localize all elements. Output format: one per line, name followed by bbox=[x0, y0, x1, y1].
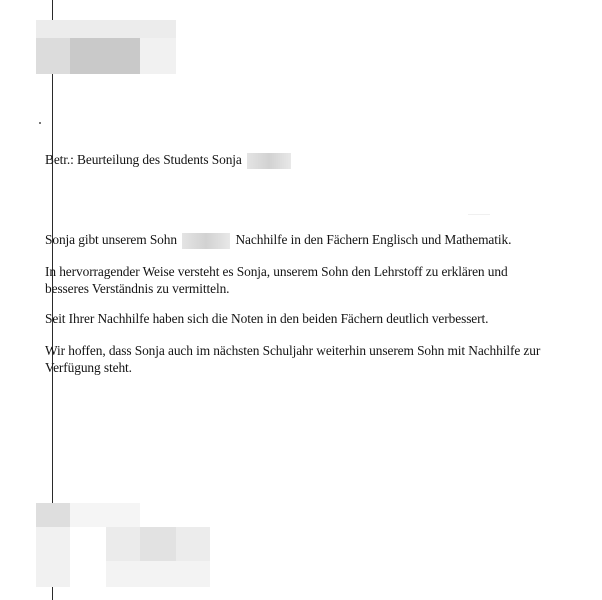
paragraph-3-text: Seit Ihrer Nachhilfe haben sich die Noten in den beiden Fächern deutlich verbessert. bbox=[45, 311, 489, 326]
paragraph-1 bbox=[45, 232, 585, 249]
redacted-son-name bbox=[182, 233, 230, 249]
paragraph-4 bbox=[45, 343, 585, 376]
scan-speck bbox=[468, 214, 490, 215]
paragraph-1-end: Nachhilfe in den Fächern Englisch und Mathematik. bbox=[235, 232, 512, 247]
subject-line bbox=[45, 152, 585, 169]
paragraph-2 bbox=[45, 264, 585, 297]
paragraph-1-start: Sonja gibt unserem Sohn bbox=[45, 232, 177, 247]
subject-text: Betr.: Beurteilung des Students Sonja bbox=[45, 152, 242, 167]
scan-speck bbox=[39, 122, 41, 124]
paragraph-4-line-1: Wir hoffen, dass Sonja auch im nächsten Schuljahr weiterhin unserem Sohn mit Nachhilfe zur bbox=[45, 343, 541, 358]
paragraph-2-line-1: In hervorragender Weise versteht es Sonja, unserem Sohn den Lehrstoff zu erklären und bbox=[45, 264, 508, 279]
paragraph-3 bbox=[45, 311, 585, 328]
paragraph-2-line-2: besseres Verständnis zu vermitteln. bbox=[45, 280, 230, 296]
paragraph-4-line-2: Verfügung steht. bbox=[45, 359, 132, 375]
redacted-surname bbox=[247, 153, 291, 169]
